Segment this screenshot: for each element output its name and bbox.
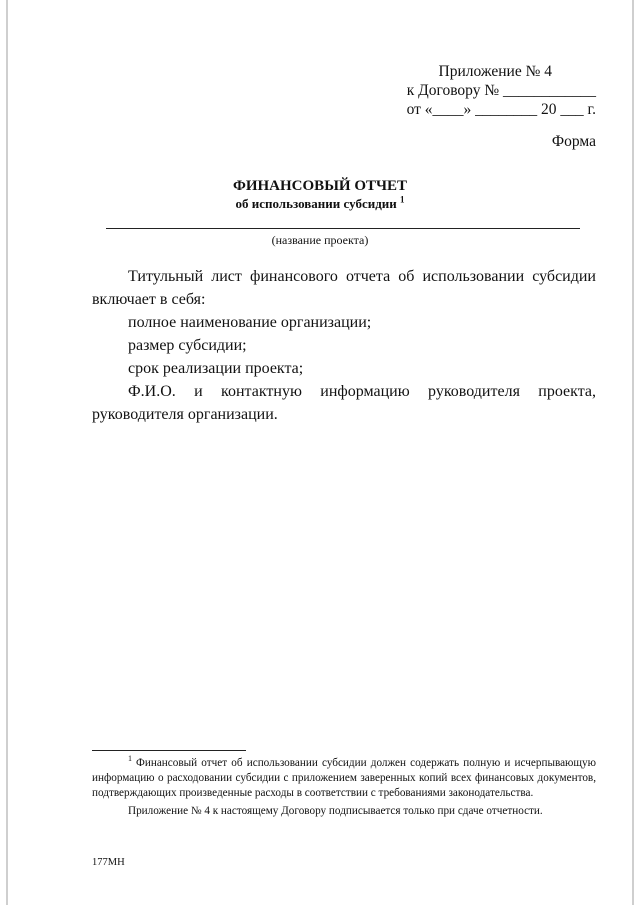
footnote-1-text: Финансовый отчет об использовании субсидии должен содержать полную и исчерпывающую информацию о расходовании субсидии с приложением заверенных копий всех финансовых документов, подтверждающих произведенные расходы в соответствии с требованиями законодательства. xyxy=(92,757,596,799)
contract-date-line: от «____» ________ 20 ___ г. xyxy=(406,101,596,118)
list-item: полное наименование организации; xyxy=(128,314,372,331)
document-subtitle xyxy=(0,195,640,212)
footnote-2: Приложение № 4 к настоящему Договору подписывается только при сдаче отчетности. xyxy=(128,805,543,817)
project-name-line xyxy=(106,228,580,229)
footnote-mark: 1 xyxy=(128,754,132,764)
footnote-1 xyxy=(92,756,596,801)
page-edge-left xyxy=(6,0,8,905)
appendix-header xyxy=(396,62,596,119)
contract-number-line: к Договору № ____________ xyxy=(406,82,596,99)
form-label: Форма xyxy=(551,133,596,150)
footnote-separator xyxy=(92,750,246,751)
footnote-reference: 1 xyxy=(400,194,405,205)
list-item-last: Ф.И.О. и контактную информацию руководителя проекта, руководителя организации. xyxy=(92,383,596,423)
subtitle-text: об использовании субсидии xyxy=(235,196,397,211)
list-item: размер субсидии; xyxy=(128,337,247,354)
appendix-number: Приложение № 4 xyxy=(438,63,552,80)
body-text xyxy=(92,265,596,426)
document-code: 177МН xyxy=(92,857,125,868)
footnotes xyxy=(92,756,596,819)
intro-paragraph: Титульный лист финансового отчета об использовании субсидии включает в себя: xyxy=(92,268,596,308)
page-edge-right xyxy=(632,0,634,905)
list-item: срок реализации проекта; xyxy=(128,360,304,377)
document-title: ФИНАНСОВЫЙ ОТЧЕТ xyxy=(232,178,408,194)
project-name-caption: (название проекта) xyxy=(271,233,369,247)
